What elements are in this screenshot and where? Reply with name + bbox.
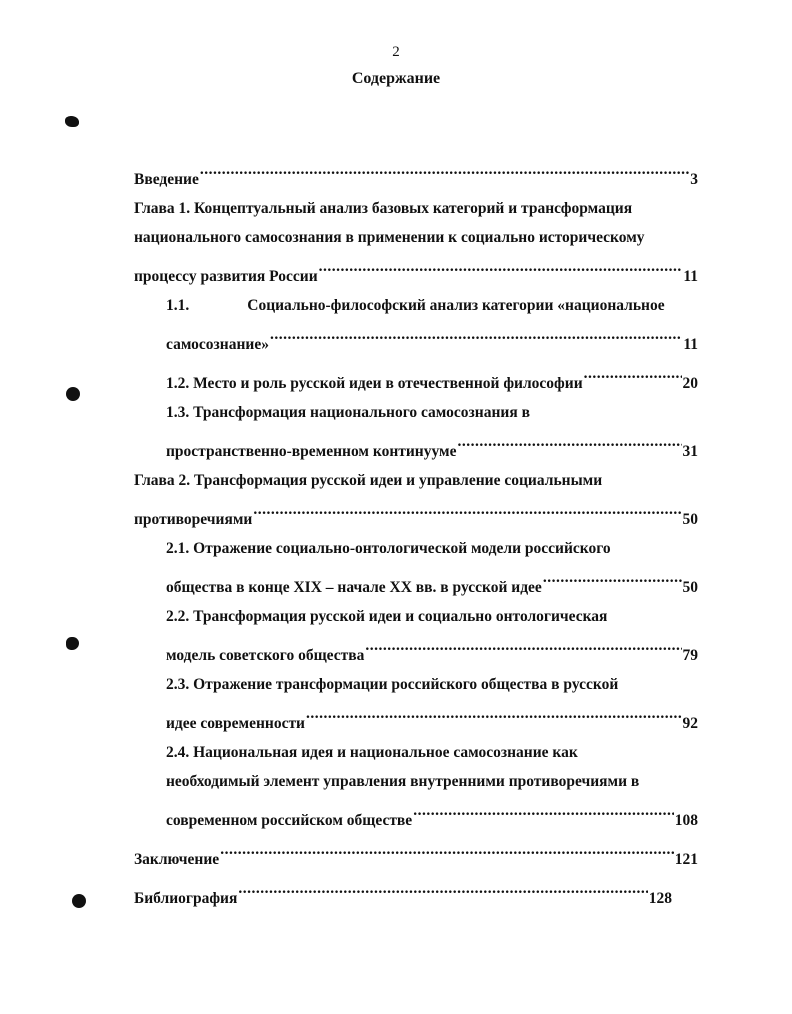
- toc-entry-title: процессу развития России: [134, 268, 318, 285]
- toc-entry-section-2-4-line2: [134, 767, 698, 796]
- dot-leader: [200, 155, 689, 184]
- page-title: Содержание: [351, 70, 441, 87]
- toc-entry-section-1-1-line2: [134, 320, 698, 359]
- dot-leader: [584, 359, 682, 388]
- toc-entry-section-2-3-line1: [134, 670, 698, 699]
- toc-entry-section-2-3-line2: [134, 699, 698, 738]
- toc-entry-conclusion: [134, 835, 698, 874]
- toc-entry-section-2-1-line2: [134, 563, 698, 602]
- toc-entry-section-1-2: [134, 359, 698, 398]
- toc-entry-title: 2.3. Отражение трансформации российского общества в русской: [166, 676, 619, 693]
- toc-entry-title: Введение: [134, 171, 199, 188]
- dot-leader: [319, 252, 683, 281]
- toc-entry-chapter1-line2: национального самосознания в применении к социально историческому: [134, 229, 645, 246]
- toc-entry-section-2-1-line1: [134, 534, 698, 563]
- toc-entry-title: пространственно-временном континууме: [166, 443, 457, 460]
- toc-entry-title: 1.2. Место и роль русской идеи в отечественной философии: [166, 375, 583, 392]
- toc-entry-title: противоречиями: [134, 511, 253, 528]
- toc-entry-bibliography: [134, 874, 698, 913]
- toc-page-number: 128: [648, 890, 672, 907]
- ink-blot-3: [66, 637, 79, 650]
- dot-leader: [220, 835, 674, 864]
- toc-page-number: 11: [683, 336, 698, 353]
- toc-entry-section-1-3-line2: [134, 427, 698, 466]
- toc-entry-section-1-3-line1: [134, 398, 698, 427]
- toc-entry-title: Библиография: [134, 890, 238, 907]
- toc-page-number: 92: [682, 715, 698, 732]
- toc-page-number: 121: [674, 851, 698, 868]
- toc-entry-title: Социально-философский анализ категории «национальное: [247, 297, 665, 314]
- dot-leader: [413, 796, 674, 825]
- toc-section-number: 1.1.: [166, 297, 190, 314]
- toc-entry-title: 2.1. Отражение социально-онтологической модели российского: [166, 540, 611, 557]
- toc-entry-title: современном российском обществе: [166, 812, 413, 829]
- dot-leader: [543, 563, 682, 592]
- dot-leader: [306, 699, 682, 728]
- toc-page-number: 50: [682, 579, 698, 596]
- toc-entry-title: 2.4. Национальная идея и национальное самосознание как: [166, 744, 578, 761]
- ink-blot-2: [66, 387, 80, 401]
- toc-page-number: 31: [682, 443, 698, 460]
- toc-page-number: 20: [682, 375, 698, 392]
- toc-entry-chapter2-line1: Глава 2. Трансформация русской идеи и управление социальными: [134, 472, 603, 489]
- toc-entry-section-1-1-line1: [134, 291, 698, 320]
- toc-entry-section-2-4-line1: [134, 738, 698, 767]
- toc-entry-title: самосознание»: [166, 336, 269, 353]
- toc-entry-chapter1-line1: Глава 1. Концептуальный анализ базовых категорий и трансформация: [134, 200, 633, 217]
- toc-entry-section-2-2-line1: [134, 602, 698, 631]
- toc-entry-section-2-4-line3: [134, 796, 698, 835]
- toc-page-number: 108: [674, 812, 698, 829]
- toc-entry-title: 1.3. Трансформация национального самосознания в: [166, 404, 530, 421]
- dot-leader: [238, 874, 647, 903]
- toc-page-number: 11: [683, 268, 698, 285]
- toc-page-number: 50: [682, 511, 698, 528]
- toc-entry-title: Заключение: [134, 851, 220, 868]
- ink-blot-1: [65, 116, 79, 127]
- toc-page-number: 3: [690, 171, 698, 188]
- toc-entry-section-2-2-line2: [134, 631, 698, 670]
- toc-entry-intro: [134, 155, 698, 194]
- page-number: 2: [392, 44, 400, 60]
- dot-leader: [253, 495, 681, 524]
- dot-leader: [365, 631, 681, 660]
- toc-entry-title: идее современности: [166, 715, 305, 732]
- toc-entry-title: модель советского общества: [166, 647, 365, 664]
- toc-entry-title: общества в конце XIX – начале XX вв. в русской идее: [166, 579, 542, 596]
- ink-blot-4: [72, 894, 86, 908]
- dot-leader: [270, 320, 682, 349]
- toc-entry-chapter2-line2: [134, 495, 698, 534]
- toc-page-number: 79: [682, 647, 698, 664]
- toc-entry-chapter1-line3: [134, 252, 698, 291]
- dot-leader: [457, 427, 681, 456]
- table-of-contents: [134, 155, 698, 913]
- toc-entry-title: 2.2. Трансформация русской идеи и социально онтологическая: [166, 608, 608, 625]
- toc-entry-title: необходимый элемент управления внутренними противоречиями в: [166, 773, 640, 790]
